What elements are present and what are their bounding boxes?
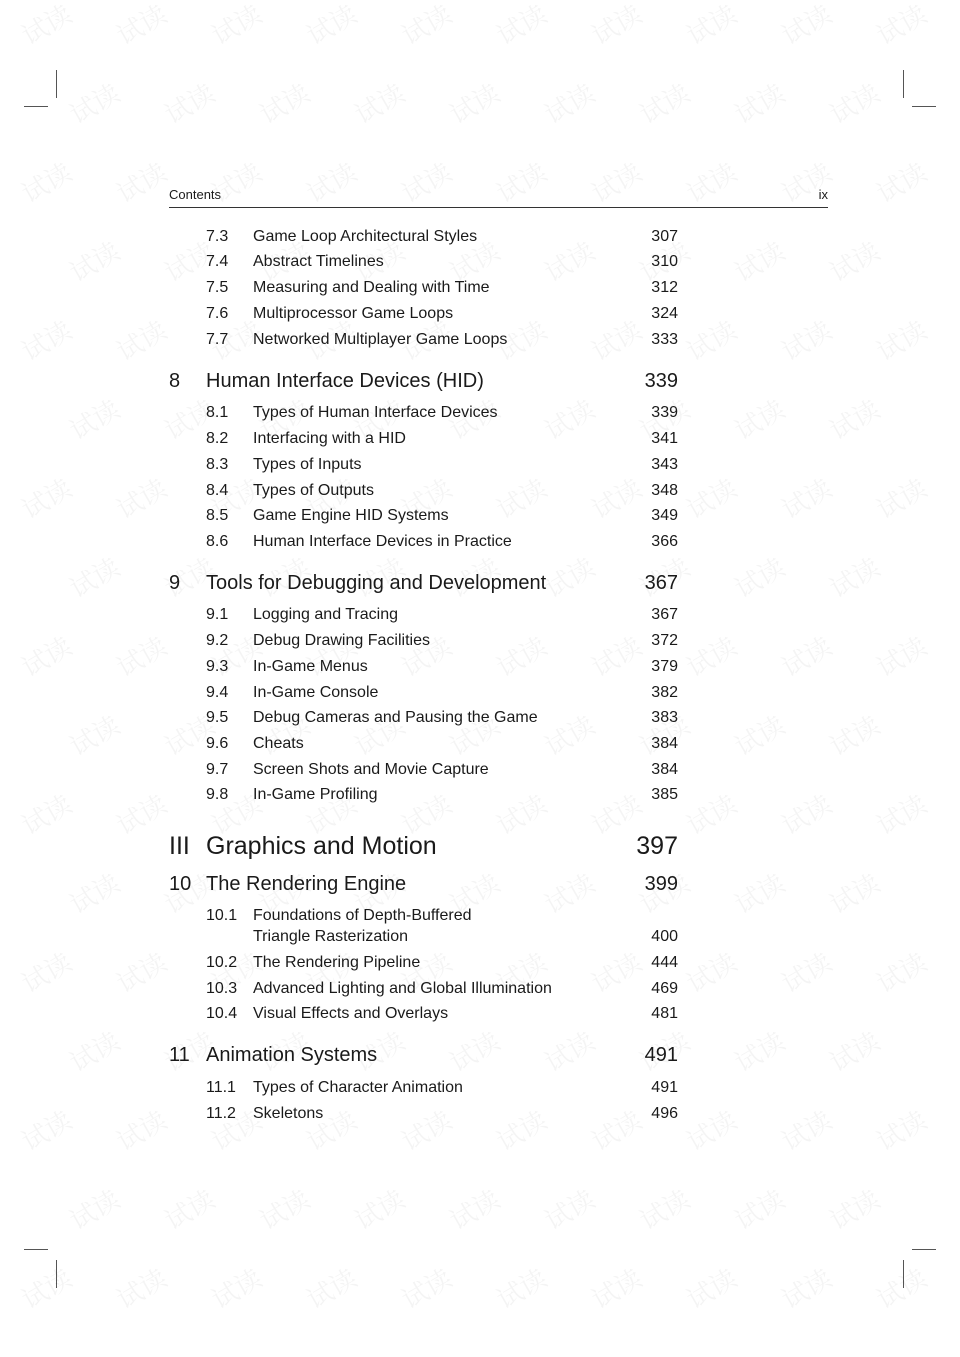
watermark-text: [252, 73, 316, 131]
watermark-text: [62, 863, 126, 921]
toc-number: 8.3: [206, 456, 229, 473]
watermark-text: [14, 784, 78, 842]
watermark-text: [442, 1021, 506, 1079]
toc-page-number: 366: [651, 533, 678, 550]
crop-mark: [24, 106, 48, 107]
toc-number: 9.5: [206, 709, 229, 726]
crop-mark: [56, 70, 57, 98]
watermark-text: [584, 1100, 648, 1158]
toc-page-number: 379: [651, 658, 678, 675]
watermark-text: [14, 468, 78, 526]
watermark-text: [774, 1258, 838, 1316]
toc-number: 8.4: [206, 482, 229, 499]
watermark-text: [489, 784, 553, 842]
watermark-text: [869, 784, 933, 842]
watermark-text: [727, 231, 791, 289]
watermark-text: [14, 152, 78, 210]
watermark-text: [537, 547, 601, 605]
watermark-text: [822, 547, 886, 605]
watermark-text: [109, 310, 173, 368]
toc-title: Debug Cameras and Pausing the Game: [253, 709, 538, 726]
toc-title: Networked Multiplayer Game Loops: [253, 331, 508, 348]
toc-number: 11.2: [206, 1105, 236, 1122]
toc-page-number: 339: [651, 404, 678, 421]
toc-number: 7.5: [206, 279, 229, 296]
toc-page-number: 400: [651, 928, 678, 945]
watermark-text: [14, 626, 78, 684]
watermark-text: [537, 1179, 601, 1237]
toc-number: 10.3: [206, 980, 238, 997]
crop-mark: [24, 1249, 48, 1250]
toc-number: 8.2: [206, 430, 229, 447]
toc-title: Multiprocessor Game Loops: [253, 305, 454, 322]
toc-page-number: 469: [651, 980, 678, 997]
toc-number: 10.2: [206, 954, 238, 971]
watermark-text: [537, 863, 601, 921]
toc-page-number: 341: [651, 430, 678, 447]
watermark-text: [62, 231, 126, 289]
watermark-text: [869, 468, 933, 526]
toc-title: Interfacing with a HID: [253, 430, 406, 447]
watermark-text: [394, 1100, 458, 1158]
toc-title: In-Game Menus: [253, 658, 368, 675]
watermark-text: [584, 0, 648, 53]
watermark-text: [14, 1258, 78, 1316]
watermark-text: [62, 547, 126, 605]
watermark-text: [679, 784, 743, 842]
watermark-text: [62, 1021, 126, 1079]
watermark-text: [774, 0, 838, 53]
watermark-text: [869, 626, 933, 684]
toc-title: Game Engine HID Systems: [253, 507, 449, 524]
toc-number: 11.1: [206, 1079, 236, 1096]
watermark-text: [157, 73, 221, 131]
toc-number: 9.2: [206, 632, 229, 649]
watermark-text: [679, 1100, 743, 1158]
watermark-text: [584, 626, 648, 684]
watermark-text: [822, 389, 886, 447]
watermark-text: [537, 1021, 601, 1079]
watermark-text: [537, 389, 601, 447]
toc-title: Visual Effects and Overlays: [253, 1005, 449, 1022]
toc-number: 9: [169, 572, 181, 594]
watermark-text: [62, 705, 126, 763]
watermark-text: [632, 1179, 696, 1237]
watermark-text: [489, 468, 553, 526]
toc-page-number: 444: [651, 954, 678, 971]
watermark-text: [822, 1021, 886, 1079]
toc-page-number: 491: [644, 1044, 678, 1066]
toc-number: 9.6: [206, 735, 229, 752]
watermark-text: [109, 468, 173, 526]
toc-title: Game Loop Architectural Styles: [253, 228, 478, 245]
toc-title: Logging and Tracing: [253, 606, 398, 623]
header-title: Contents: [169, 187, 222, 202]
watermark-text: [727, 1179, 791, 1237]
toc-number: 9.7: [206, 761, 229, 778]
toc-number: 9.3: [206, 658, 229, 675]
toc-page-number: 312: [651, 279, 678, 296]
watermark-text: [869, 0, 933, 53]
crop-mark: [912, 106, 936, 107]
toc-title: Screen Shots and Movie Capture: [253, 761, 489, 778]
watermark-text: [727, 547, 791, 605]
page-number: ix: [818, 187, 828, 202]
toc-number: III: [169, 832, 190, 860]
toc-title: Types of Character Animation: [253, 1079, 463, 1096]
toc-title: Tools for Debugging and Development: [206, 572, 547, 594]
watermark-text: [727, 73, 791, 131]
toc-number: 10: [169, 873, 192, 895]
toc-number: 7.6: [206, 305, 229, 322]
toc-page-number: 384: [651, 761, 678, 778]
watermark-text: [584, 310, 648, 368]
watermark-text: [679, 626, 743, 684]
watermark-text: [679, 942, 743, 1000]
toc-number: 7.4: [206, 253, 229, 270]
watermark-text: [109, 942, 173, 1000]
watermark-text: [727, 705, 791, 763]
watermark-text: [62, 73, 126, 131]
watermark-text: [822, 1179, 886, 1237]
toc-title: The Rendering Pipeline: [253, 954, 421, 971]
watermark-text: [537, 705, 601, 763]
watermark-text: [822, 73, 886, 131]
crop-mark: [912, 1249, 936, 1250]
watermark-text: [14, 0, 78, 53]
watermark-text: [347, 73, 411, 131]
toc-number: 7.7: [206, 331, 229, 348]
watermark-text: [14, 310, 78, 368]
toc-page-number: 339: [644, 370, 678, 392]
watermark-text: [822, 231, 886, 289]
watermark-text: [109, 152, 173, 210]
toc-page-number: 496: [651, 1105, 678, 1122]
toc-title: Cheats: [253, 735, 304, 752]
watermark-text: [679, 310, 743, 368]
toc-page-number: 324: [651, 305, 678, 322]
watermark-text: [679, 468, 743, 526]
toc-title-continued: Triangle Rasterization: [253, 928, 409, 945]
toc-page-number: 491: [651, 1079, 678, 1096]
toc-page-number: 399: [644, 873, 678, 895]
toc-page-number: 349: [651, 507, 678, 524]
toc-title: Debug Drawing Facilities: [253, 632, 430, 649]
watermark-text: [14, 942, 78, 1000]
toc-title: Types of Inputs: [253, 456, 362, 473]
watermark-text: [632, 73, 696, 131]
toc-title: The Rendering Engine: [206, 873, 407, 895]
watermark-text: [14, 1100, 78, 1158]
toc-page-number: 382: [651, 684, 678, 701]
watermark-text: [347, 1179, 411, 1237]
watermark-text: [869, 942, 933, 1000]
watermark-text: [822, 705, 886, 763]
watermark-text: [442, 1179, 506, 1237]
watermark-text: [727, 389, 791, 447]
watermark-text: [109, 1258, 173, 1316]
toc-title: Graphics and Motion: [206, 832, 437, 860]
running-header: [169, 187, 828, 208]
watermark-text: [299, 1258, 363, 1316]
toc-page-number: 348: [651, 482, 678, 499]
toc-title: Advanced Lighting and Global Illumination: [253, 980, 552, 997]
watermark-text: [394, 0, 458, 53]
toc-number: 9.1: [206, 606, 229, 623]
watermark-text: [109, 1100, 173, 1158]
watermark-text: [489, 1258, 553, 1316]
watermark-text: [774, 1100, 838, 1158]
toc-page-number: 481: [651, 1005, 678, 1022]
toc-title: In-Game Profiling: [253, 786, 378, 803]
watermark-text: [584, 468, 648, 526]
toc-page-number: 343: [651, 456, 678, 473]
watermark-text: [62, 389, 126, 447]
watermark-text: [727, 1021, 791, 1079]
watermark-text: [727, 863, 791, 921]
toc-number: 10.1: [206, 907, 238, 924]
watermark-text: [584, 942, 648, 1000]
toc-page-number: 367: [651, 606, 678, 623]
watermark-text: [109, 0, 173, 53]
crop-mark: [903, 70, 904, 98]
toc-number: 10.4: [206, 1005, 238, 1022]
toc-page-number: 383: [651, 709, 678, 726]
watermark-text: [537, 231, 601, 289]
watermark-text: [584, 1258, 648, 1316]
toc-title: Types of Human Interface Devices: [253, 404, 498, 421]
toc-page-number: 397: [636, 832, 678, 860]
toc-page-number: 372: [651, 632, 678, 649]
watermark-text: [204, 0, 268, 53]
watermark-text: [109, 626, 173, 684]
toc-number: 9.4: [206, 684, 229, 701]
toc-page-number: 384: [651, 735, 678, 752]
toc-title: Human Interface Devices (HID): [206, 370, 484, 392]
watermark-text: [774, 310, 838, 368]
toc-number: 8.5: [206, 507, 229, 524]
toc-page-number: 307: [651, 228, 678, 245]
watermark-text: [822, 863, 886, 921]
toc-number: 9.8: [206, 786, 229, 803]
toc-title: Human Interface Devices in Practice: [253, 533, 512, 550]
watermark-text: [109, 784, 173, 842]
toc-page-number: 367: [644, 572, 678, 594]
toc-number: 7.3: [206, 228, 229, 245]
watermark-text: [774, 468, 838, 526]
toc-title: Abstract Timelines: [253, 253, 384, 270]
toc-number: 11: [169, 1044, 190, 1066]
toc-number: 8.6: [206, 533, 229, 550]
watermark-text: [489, 1100, 553, 1158]
watermark-text: [394, 1258, 458, 1316]
watermark-text: [489, 0, 553, 53]
toc-page-number: 333: [651, 331, 678, 348]
watermark-text: [252, 1179, 316, 1237]
watermark-text: [679, 1258, 743, 1316]
watermark-text: [869, 1100, 933, 1158]
toc-number: 8.1: [206, 404, 229, 421]
toc-page-number: 310: [651, 253, 678, 270]
watermark-text: [62, 1179, 126, 1237]
toc-number: 8: [169, 370, 181, 392]
toc-title: Animation Systems: [206, 1044, 378, 1066]
toc-title: Foundations of Depth-Buffered: [253, 907, 472, 924]
watermark-text: [774, 942, 838, 1000]
watermark-text: [869, 1258, 933, 1316]
toc-title: Skeletons: [253, 1105, 324, 1122]
toc-title: In-Game Console: [253, 684, 379, 701]
toc-title: Measuring and Dealing with Time: [253, 279, 490, 296]
watermark-text: [869, 310, 933, 368]
watermark-text: [774, 784, 838, 842]
toc-page-number: 385: [651, 786, 678, 803]
watermark-text: [442, 73, 506, 131]
watermark-text: [489, 626, 553, 684]
watermark-text: [299, 0, 363, 53]
toc-title: Types of Outputs: [253, 482, 374, 499]
watermark-text: [204, 1258, 268, 1316]
watermark-text: [157, 1179, 221, 1237]
watermark-text: [679, 0, 743, 53]
watermark-text: [774, 626, 838, 684]
watermark-text: [537, 73, 601, 131]
watermark-text: [869, 152, 933, 210]
